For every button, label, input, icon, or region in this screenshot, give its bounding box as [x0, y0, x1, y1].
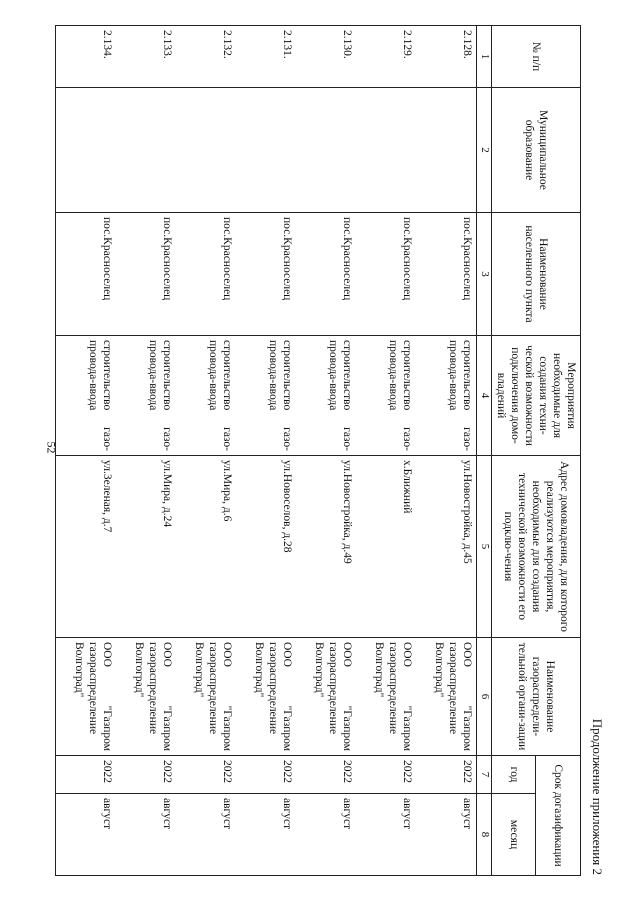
row-measure: строительство газо-провода-ввода — [117, 336, 177, 456]
row-municipality — [56, 88, 117, 213]
header-measures: Мероприятия необходимые для создания техни-ческой возможности подключения домо-владений — [491, 336, 580, 456]
row-num: 2.131. — [237, 26, 297, 88]
header-settlement: Наименование населенного пункта — [491, 213, 580, 336]
column-numbers-row — [477, 26, 491, 876]
row-org: ООО "Газпром газораспределение Волгоград" — [56, 638, 117, 756]
row-month: август — [237, 794, 297, 876]
column-number: 3 — [477, 213, 491, 336]
row-address: ул.Мира, д.6 — [177, 456, 237, 638]
row-settlement: пос.Красноселец — [417, 213, 478, 336]
row-month: август — [117, 794, 177, 876]
row-year: 2022 — [357, 756, 417, 794]
row-municipality — [357, 88, 417, 213]
column-number: 8 — [477, 794, 491, 876]
header-address: Адрес домовладения, для которого реализуются мероприятия, необходимые для создания технической возможности его подклю-чения — [491, 456, 580, 638]
table-row — [117, 26, 177, 876]
row-measure: строительство газо-провода-ввода — [237, 336, 297, 456]
column-number: 1 — [477, 26, 491, 88]
row-month: август — [297, 794, 357, 876]
table-row — [417, 26, 478, 876]
row-measure: строительство газо-провода-ввода — [297, 336, 357, 456]
row-year: 2022 — [177, 756, 237, 794]
row-settlement: пос.Красноселец — [177, 213, 237, 336]
column-number: 4 — [477, 336, 491, 456]
table-row — [357, 26, 417, 876]
row-address: ул.Зеленая, д.7 — [56, 456, 117, 638]
row-org: ООО "Газпром газораспределение Волгоград" — [297, 638, 357, 756]
row-org: ООО "Газпром газораспределение Волгоград" — [357, 638, 417, 756]
header-deadline: Срок догазификации — [536, 756, 581, 876]
row-month: август — [177, 794, 237, 876]
column-number: 2 — [477, 88, 491, 213]
row-settlement: пос.Красноселец — [237, 213, 297, 336]
row-year: 2022 — [297, 756, 357, 794]
row-municipality — [117, 88, 177, 213]
column-number: 5 — [477, 456, 491, 638]
header-month: месяц — [491, 794, 536, 876]
table-row — [297, 26, 357, 876]
row-num: 2.133. — [117, 26, 177, 88]
column-number: 6 — [477, 638, 491, 756]
header-org: Наименование газораспредели-тельной органи-зации — [491, 638, 580, 756]
row-measure: строительство газо-провода-ввода — [177, 336, 237, 456]
gasification-table — [56, 25, 582, 876]
header-num: № п/п — [491, 26, 580, 88]
rotated-page — [73, 25, 605, 875]
row-month: август — [417, 794, 478, 876]
row-year: 2022 — [117, 756, 177, 794]
row-municipality — [297, 88, 357, 213]
table-row — [237, 26, 297, 876]
row-address: х.Ближний — [357, 456, 417, 638]
continuation-label: Продолжение приложения 2 — [590, 718, 605, 875]
row-num: 2.132. — [177, 26, 237, 88]
row-year: 2022 — [417, 756, 478, 794]
row-org: ООО "Газпром газораспределение Волгоград" — [177, 638, 237, 756]
row-municipality — [417, 88, 478, 213]
row-year: 2022 — [56, 756, 117, 794]
row-num: 2.128. — [417, 26, 478, 88]
row-municipality — [237, 88, 297, 213]
row-org: ООО "Газпром газораспределение Волгоград" — [117, 638, 177, 756]
table-row — [56, 26, 117, 876]
row-address: ул.Новостройка, д.45 — [417, 456, 478, 638]
column-number: 7 — [477, 756, 491, 794]
row-year: 2022 — [237, 756, 297, 794]
row-month: август — [56, 794, 117, 876]
row-org: ООО "Газпром газораспределение Волгоград" — [417, 638, 478, 756]
page-number: 52 — [44, 441, 59, 454]
row-municipality — [177, 88, 237, 213]
row-measure: строительство газо-провода-ввода — [357, 336, 417, 456]
table-row — [177, 26, 237, 876]
header-municipality: Муниципальное образование — [491, 88, 580, 213]
row-month: август — [357, 794, 417, 876]
row-address: ул.Новостройка, д.49 — [297, 456, 357, 638]
row-num: 2.129. — [357, 26, 417, 88]
row-settlement: пос.Красноселец — [117, 213, 177, 336]
row-settlement: пос.Красноселец — [297, 213, 357, 336]
row-num: 2.134. — [56, 26, 117, 88]
header-year: год — [491, 756, 536, 794]
row-measure: строительство газо-провода-ввода — [56, 336, 117, 456]
row-address: ул.Мира, д.24 — [117, 456, 177, 638]
row-address: ул.Новоселов, д.28 — [237, 456, 297, 638]
row-settlement: пос.Красноселец — [357, 213, 417, 336]
row-settlement: пос.Красноселец — [56, 213, 117, 336]
row-org: ООО "Газпром газораспределение Волгоград" — [237, 638, 297, 756]
row-measure: строительство газо-провода-ввода — [417, 336, 478, 456]
row-num: 2.130. — [297, 26, 357, 88]
